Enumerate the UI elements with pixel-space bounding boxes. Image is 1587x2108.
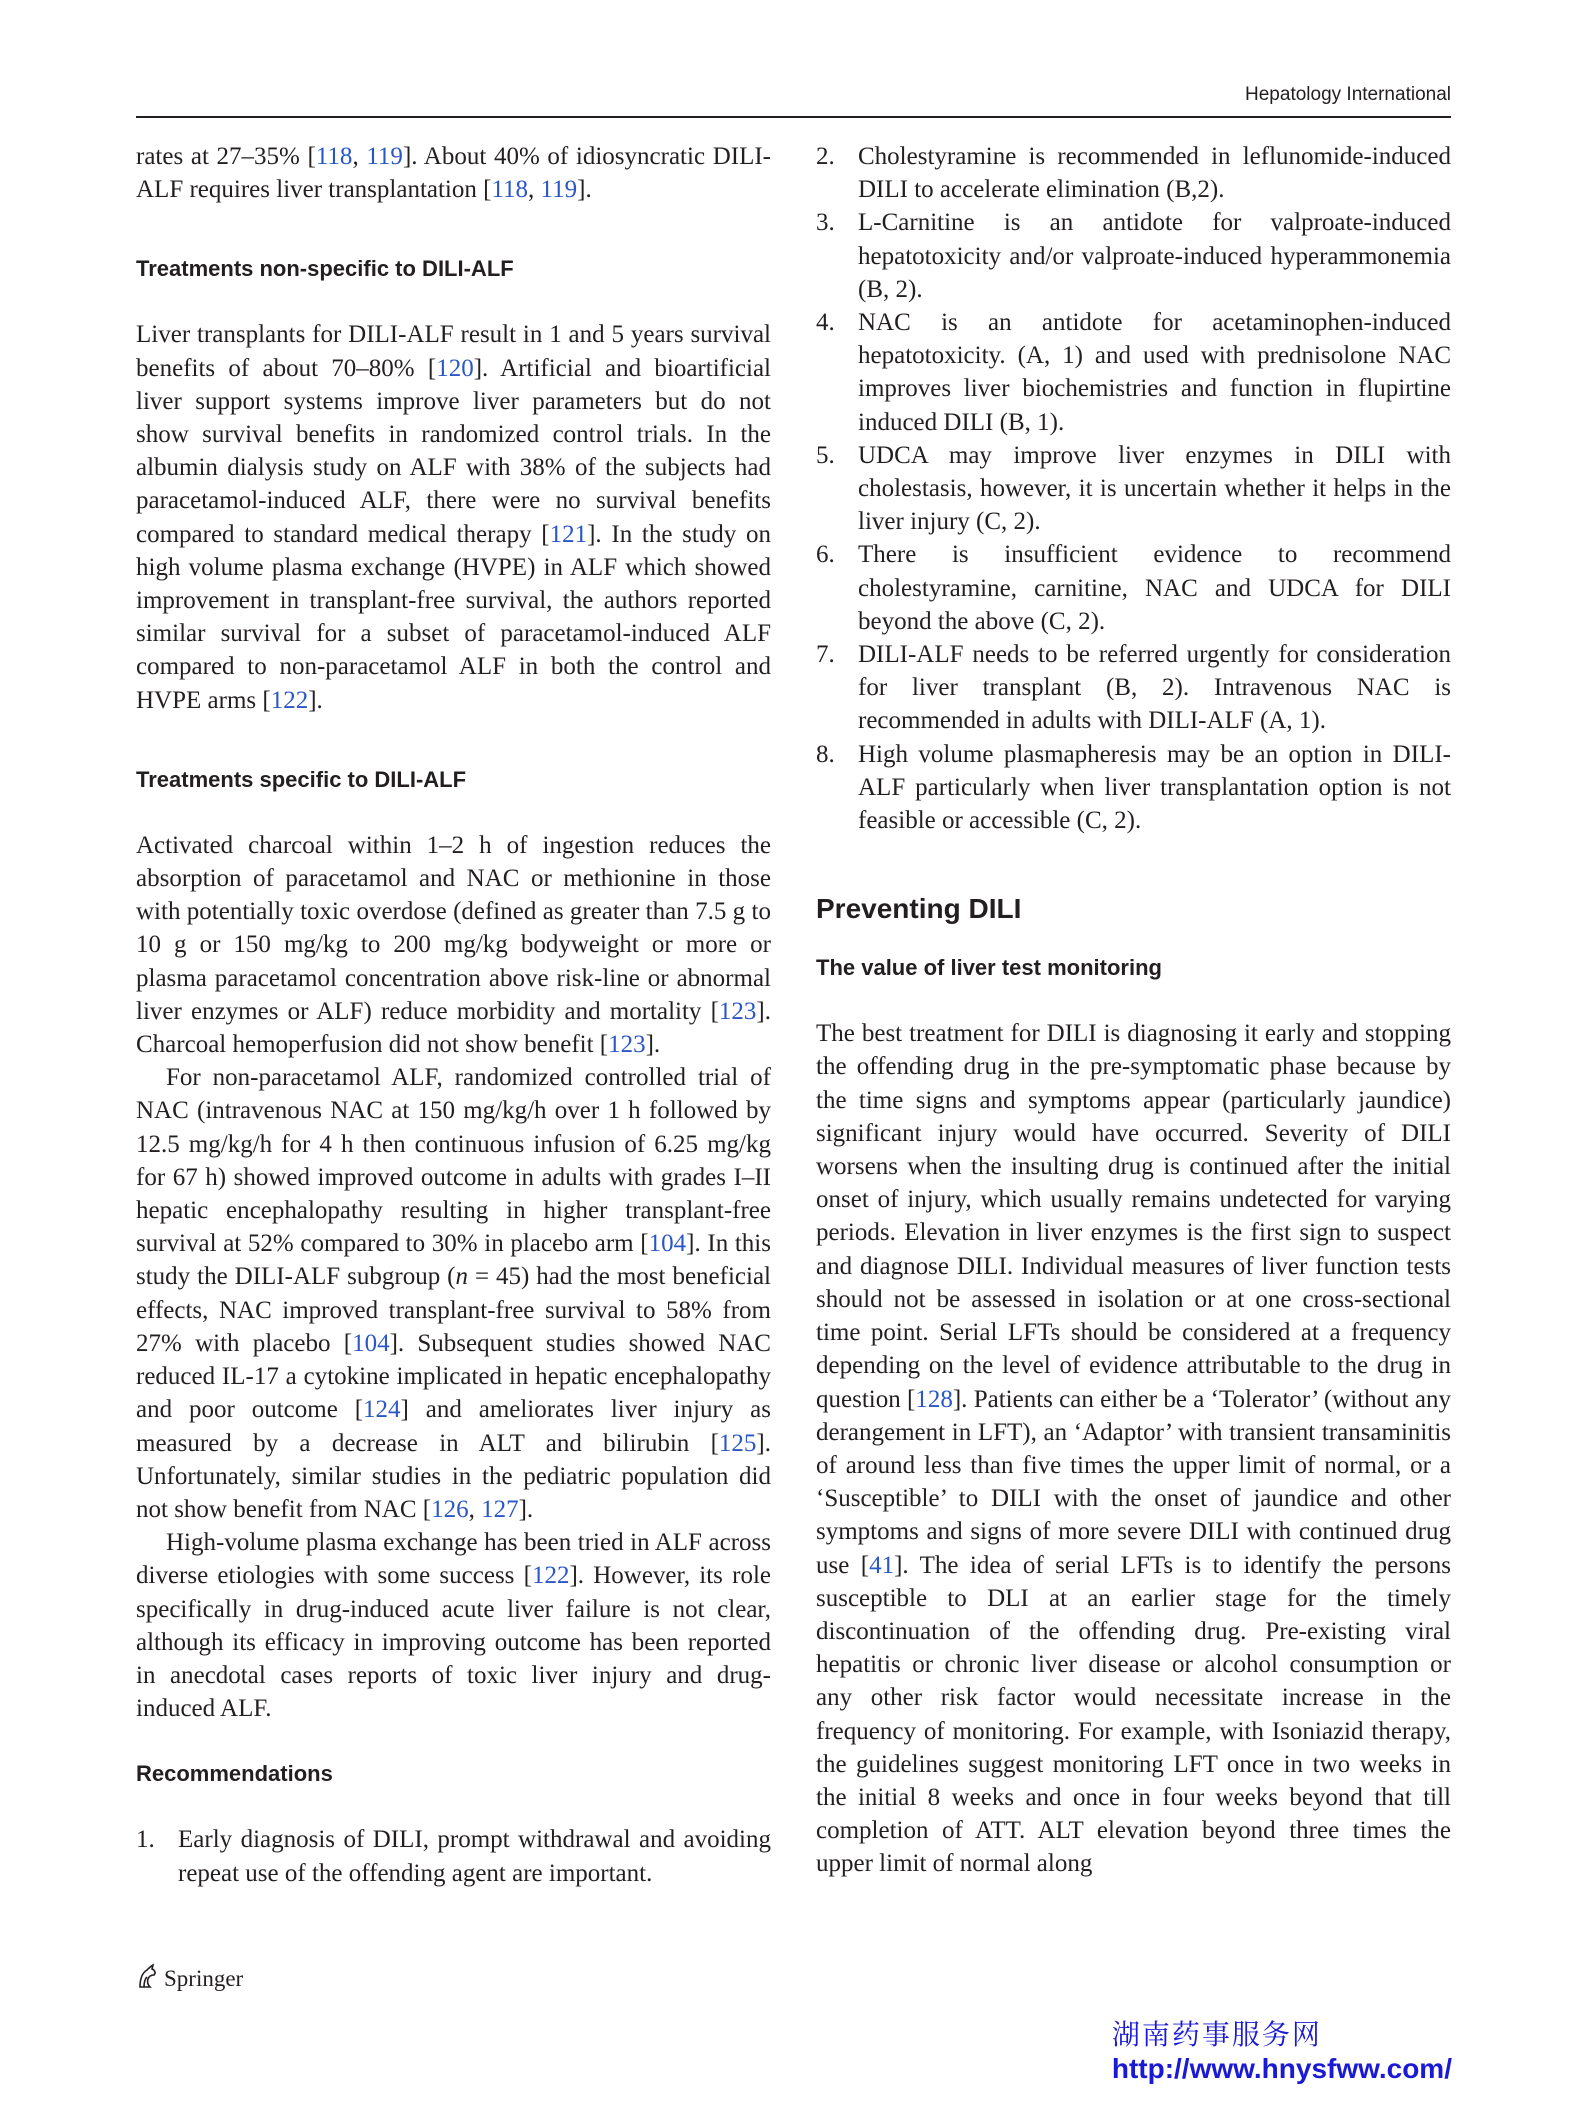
paragraph-nac: For non-paracetamol ALF, randomized controlled trial of NAC (intravenous NAC at 150 mg/kg/h over 1 h followed by 12.5 mg/kg/h for 4 h then continuous infusion of 6.25 mg/kg for 67 h) showed improved outcome in adults with grades I–II hepatic encephalopathy resulting in higher transplant-free survival at 52% compared to 30% in placebo arm [104]. In this study the DILI-ALF subgroup (n = 45) had the most beneficial effects, NAC improved transplant-free survival to 58% from 27% with placebo [104]. Subsequent studies showed NAC reduced IL-17 a cytokine implicated in hepatic encephalopathy and poor outcome [124] and ameliorates liver injury as measured by a decrease in ALT and bilirubin [125]. Unfortunately, similar studies in the pediatric population did not show benefit from NAC [126, 127]. — [136, 1064, 771, 1523]
journal-name: Hepatology International — [1245, 84, 1451, 105]
paragraph-intro: rates at 27–35% [118, 119]. About 40% of idiosyncratic DILI-ALF requires liver transplantation [118, 119]. — [136, 143, 772, 204]
heading-recommendations: Recommendations — [136, 1761, 333, 1787]
paragraph-non-specific: Liver transplants for DILI-ALF result in 1 and 5 years survival benefits of about 70–80% [120]. Artificial and bioartificial liver support systems improve liver parameters but do not show survival benefits in randomized control trials. In the albumin dialysis study on ALF with 38% of the subjects had paracetamol-induced ALF, there were no survival benefits compared to standard medical therapy [121]. In the study on high volume plasma exchange (HVPE) in ALF which showed improvement in transplant-free survival, the authors reported similar survival for a subset of paracetamol-induced ALF compared to non-paracetamol ALF in both the control and HVPE arms [122]. — [136, 321, 771, 714]
springer-horse-icon — [136, 1963, 158, 1995]
citation-link[interactable]: 121 — [549, 520, 588, 548]
heading-specific: Treatments specific to DILI-ALF — [136, 766, 467, 792]
list-item: 7. DILI-ALF needs to be referred urgently for consideration for liver transplant (B, 2). Intravenous NAC is recommended in adults with DILI-ALF (A, 1). — [816, 641, 1451, 735]
list-item: 2. Cholestyramine is recommended in leflunomide-induced DILI to accelerate elimination (B,2). — [816, 143, 1451, 204]
heading-non-specific: Treatments non-specific to DILI-ALF — [136, 256, 514, 282]
citation-link[interactable]: 125 — [718, 1429, 757, 1457]
recommendation-list-continued — [816, 140, 1451, 837]
list-item: 1. Early diagnosis of DILI, prompt withdrawal and avoiding repeat use of the offending agent are important. — [136, 1826, 771, 1887]
recommendation-list — [136, 1823, 771, 1889]
left-column — [136, 140, 771, 1890]
heading-preventing-dili: Preventing DILI — [816, 893, 1022, 925]
citation-link[interactable]: 123 — [718, 997, 757, 1025]
citation-link[interactable]: 119 — [540, 176, 578, 204]
header-rule — [136, 116, 1451, 118]
citation-link[interactable]: 126 — [431, 1495, 469, 1523]
publisher-name: Springer — [164, 1966, 244, 1991]
citation-link[interactable]: 104 — [352, 1329, 390, 1357]
citation-link[interactable]: 120 — [436, 354, 474, 382]
right-column — [816, 140, 1451, 1881]
citation-link[interactable]: 118 — [315, 143, 353, 170]
citation-link[interactable]: 124 — [363, 1396, 401, 1424]
citation-link[interactable]: 127 — [481, 1495, 519, 1523]
paragraph-plasma-exchange: High-volume plasma exchange has been tried in ALF across diverse etiologies with some success [122]. However, its role specifically in drug-induced acute liver failure is not clear, although its efficacy in improving outcome has been reported in anecdotal cases reports of toxic liver injury and drug-induced ALF. — [136, 1529, 771, 1723]
citation-link[interactable]: 119 — [366, 143, 403, 170]
list-item: 4. NAC is an antidote for acetaminophen-induced hepatotoxicity. (A, 1) and used with prednisolone NAC improves liver biochemistries and function in flupirtine induced DILI (B, 1). — [816, 309, 1451, 436]
list-item: 6. There is insufficient evidence to recommend cholestyramine, carnitine, NAC and UDCA for DILI beyond the above (C, 2). — [816, 541, 1451, 635]
watermark — [1112, 2018, 1452, 2086]
list-item: 3. L-Carnitine is an antidote for valproate-induced hepatotoxicity and/or valproate-induced hyperammonemia (B, 2). — [816, 209, 1451, 303]
paragraph-charcoal: Activated charcoal within 1–2 h of ingestion reduces the absorption of paracetamol and NAC or methionine in those with potentially toxic overdose (defined as greater than 7.5 g to 10 g or 150 mg/kg to 200 mg/kg bodyweight or more or plasma paracetamol concentration above risk-line or abnormal liver enzymes or ALF) reduce morbidity and mortality [123]. Charcoal hemoperfusion did not show benefit [123]. — [136, 831, 771, 1059]
citation-link[interactable]: 123 — [608, 1031, 646, 1059]
watermark-chinese: 湖南药事服务网 — [1111, 2018, 1322, 2051]
citation-link[interactable]: 122 — [270, 686, 309, 714]
citation-link[interactable]: 41 — [869, 1551, 895, 1579]
citation-link[interactable]: 128 — [915, 1385, 953, 1413]
list-item: 5. UDCA may improve liver enzymes in DILI with cholestasis, however, it is uncertain whether it helps in the liver injury (C, 2). — [816, 441, 1451, 536]
publisher-footer — [136, 1963, 243, 1995]
list-item: 8. High volume plasmapheresis may be an option in DILI-ALF particularly when liver transplantation option is not feasible or accessible (C, 2). — [816, 740, 1451, 835]
heading-liver-test-monitoring: The value of liver test monitoring — [816, 955, 1162, 981]
citation-link[interactable]: 122 — [531, 1562, 570, 1590]
paragraph-monitoring: The best treatment for DILI is diagnosing it early and stopping the offending drug in the pre-symptomatic phase because by the time signs and symptoms appear (particularly jaundice) significant injury would have occurred. Severity of DILI worsens when the insulting drug is continued after the initial onset of injury, which usually remains undetected for varying periods. Elevation in liver enzymes is the first sign to suspect and diagnose DILI. Individual measures of liver function tests should not be assessed in isolation or at one cross-sectional time point. Serial LFTs should be considered at a frequency depending on the level of evidence attributable to the drug in question [128]. Patients can either be a ‘Tolerator’ (without any derangement in LFT), an ‘Adaptor’ with transient transaminitis of around less than five times the upper limit of normal, or a ‘Susceptible’ to DILI with the onset of jaundice and other symptoms and signs of more severe DILI with continued drug use [41]. The idea of serial LFTs is to identify the persons susceptible to DLI at an earlier stage for the timely discontinuation of the offending drug. Pre-existing viral hepatitis or chronic liver disease or alcohol consumption or any other risk factor would necessitate increase in the frequency of monitoring. For example, with Isoniazid therapy, the guidelines suggest monitoring LFT once in two weeks in the initial 8 weeks and once in four weeks beyond that till completion of ATT. ALT elevation beyond three times the upper limit of normal along — [816, 1020, 1452, 1878]
citation-link[interactable]: 104 — [648, 1230, 687, 1258]
watermark-url[interactable]: http://www.hnysfww.com/ — [1111, 2053, 1452, 2084]
citation-link[interactable]: 118 — [491, 176, 529, 204]
